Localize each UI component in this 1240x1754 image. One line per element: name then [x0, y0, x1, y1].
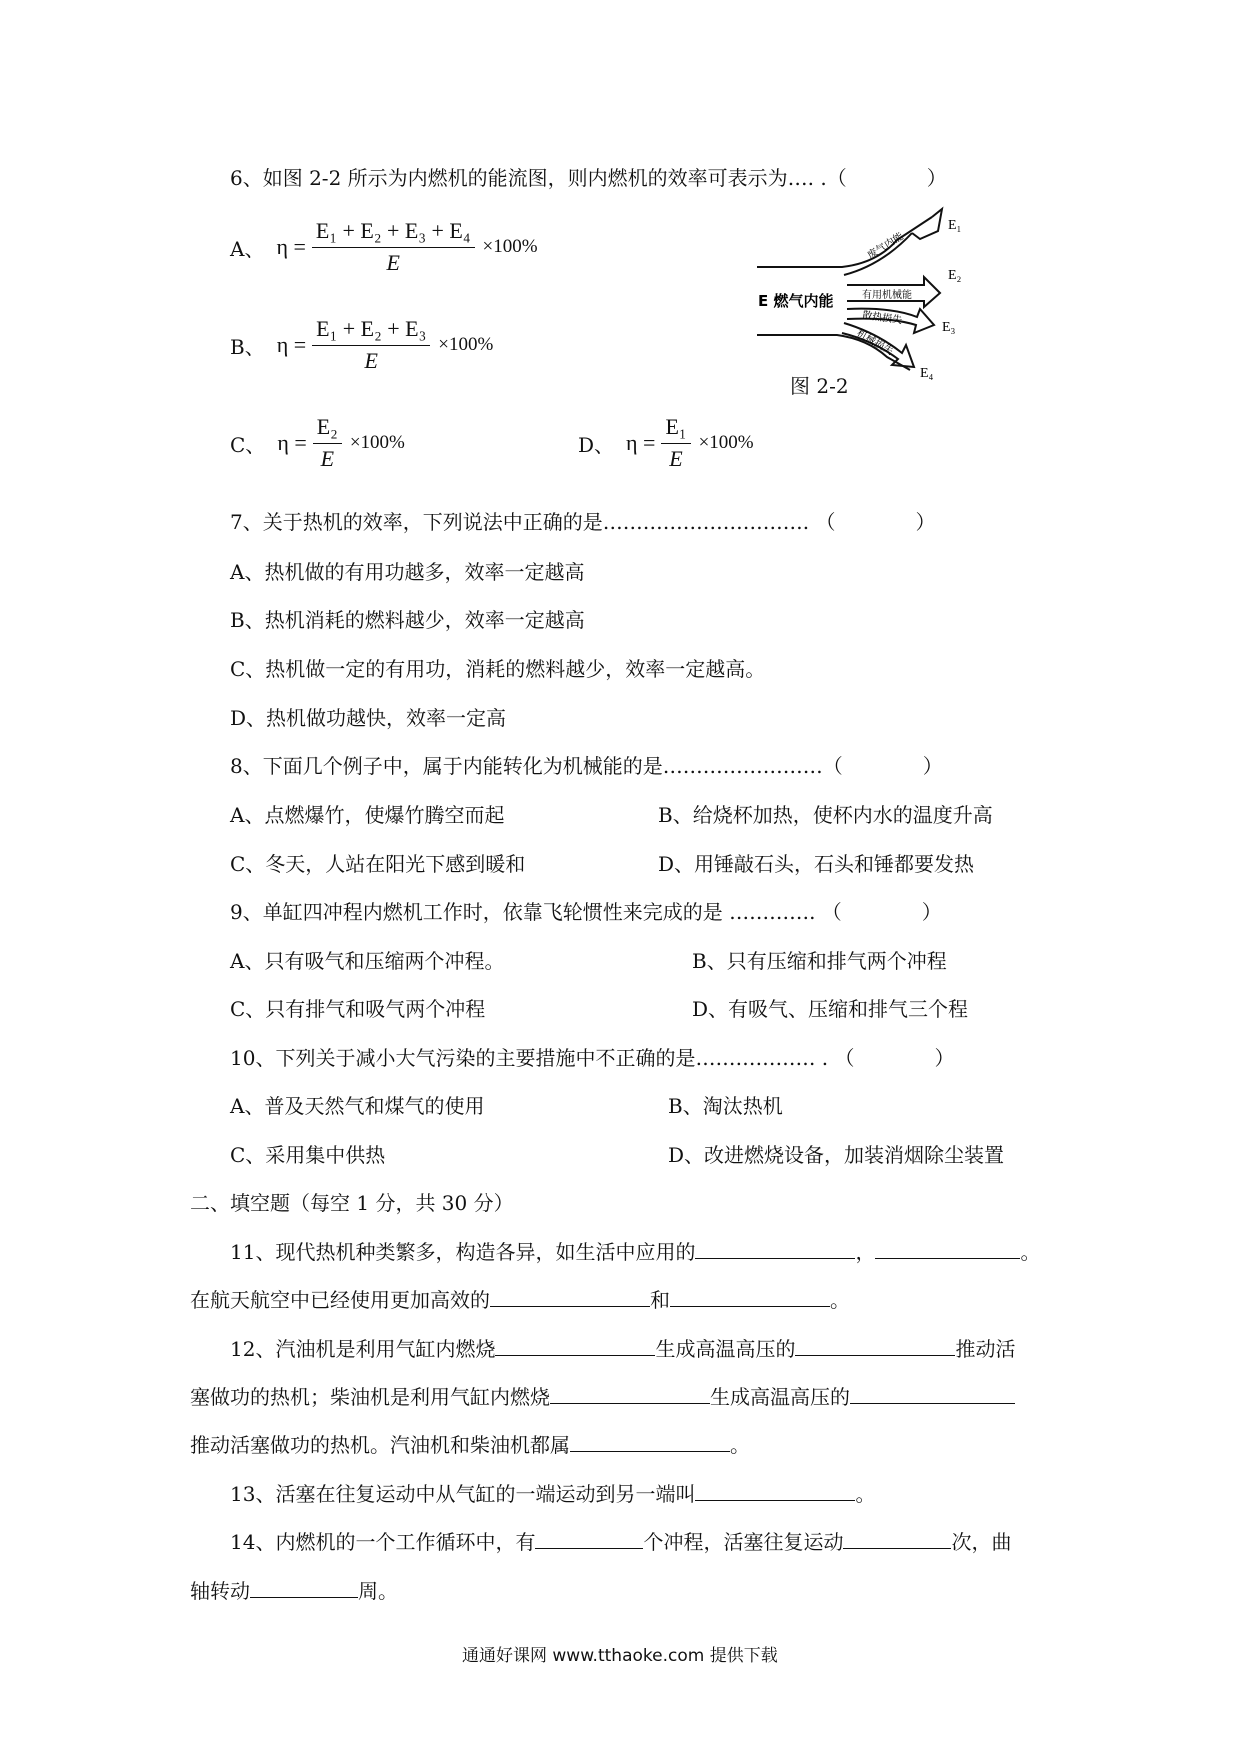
answer-blank[interactable]	[875, 1240, 1020, 1259]
answer-blank[interactable]	[850, 1385, 1015, 1404]
arrow-label-e1: 废气内能	[865, 231, 906, 262]
fraction	[312, 316, 430, 374]
q12-text: 生成高温高压的	[655, 1337, 796, 1361]
option-label: B、	[230, 334, 265, 359]
q11-line1	[230, 1236, 1040, 1265]
answer-blank[interactable]	[535, 1530, 643, 1549]
q9-option-d: D、有吸气、压缩和排气三个程	[692, 997, 969, 1021]
q9-option-c: C、只有排气和吸气两个冲程	[230, 997, 486, 1021]
output-e4: E₄	[920, 366, 934, 381]
answer-blank[interactable]	[695, 1482, 855, 1501]
q10-option-a: A、普及天然气和煤气的使用	[230, 1094, 485, 1118]
q13-end: 。	[855, 1482, 876, 1506]
output-e3: E₃	[942, 320, 956, 335]
eta-symbol: η =	[276, 234, 306, 259]
q14-line1	[230, 1526, 1011, 1555]
eta-symbol: η =	[277, 430, 307, 455]
eta-symbol: η =	[626, 430, 656, 455]
denominator: E	[320, 446, 335, 471]
arrow-label-e2: 有用机械能	[862, 290, 912, 301]
figure-caption: 图 2-2	[790, 374, 849, 398]
arrow-label-e3: 散热损失	[861, 310, 903, 327]
answer-blank[interactable]	[550, 1385, 710, 1404]
q11-and: 和	[650, 1288, 670, 1312]
q8-stem: 8、下面几个例子中，属于内能转化为机械能的是……………………（ ）	[230, 754, 943, 778]
section-title: 二、填空题（每空 1 分，共 30 分）	[190, 1191, 514, 1215]
q12-text: 推动活	[955, 1337, 1016, 1361]
answer-blank[interactable]	[795, 1337, 955, 1356]
option-label: C、	[230, 432, 266, 457]
q14-text: 个冲程，活塞往复运动	[643, 1530, 844, 1554]
option-label: A、	[230, 236, 265, 261]
q9-option-a: A、只有吸气和压缩两个冲程。	[230, 949, 505, 973]
percent: ×100%	[438, 334, 494, 355]
q11-text: 在航天航空中已经使用更加高效的	[190, 1288, 490, 1312]
q12-text: 生成高温高压的	[710, 1385, 850, 1409]
q12-text: 塞做功的热机；柴油机是利用气缸内燃烧	[190, 1385, 550, 1409]
q12-line1	[230, 1333, 1015, 1362]
fraction	[313, 414, 342, 472]
q11-text: 11、现代热机种类繁多，构造各异，如生活中应用的	[230, 1240, 696, 1264]
q7-option-b: B、热机消耗的燃料越少，效率一定越高	[230, 608, 585, 632]
answer-blank[interactable]	[570, 1433, 730, 1452]
denominator: E	[364, 348, 378, 373]
q8-option-b: B、给烧杯加热，使杯内水的温度升高	[658, 803, 993, 827]
q11-end: 。	[1020, 1240, 1041, 1264]
answer-blank[interactable]	[695, 1240, 855, 1259]
q11-end: 。	[830, 1288, 850, 1312]
percent: ×100%	[349, 432, 405, 453]
q14-line2	[190, 1575, 398, 1604]
answer-blank[interactable]	[843, 1530, 951, 1549]
percent: ×100%	[698, 432, 754, 453]
percent: ×100%	[482, 236, 538, 257]
numerator: E₂	[313, 414, 342, 444]
fraction	[661, 414, 690, 472]
q13-text: 13、活塞在往复运动中从气缸的一端运动到另一端叫	[230, 1482, 696, 1506]
q12-end: 。	[730, 1433, 750, 1457]
answer-blank[interactable]	[250, 1579, 358, 1598]
energy-flow-diagram	[752, 205, 992, 385]
q6-option-a	[230, 218, 538, 276]
numerator: E₁ + E₂ + E₃ + E₄	[312, 218, 475, 248]
answer-blank[interactable]	[495, 1337, 655, 1356]
q6-stem: 6、如图 2-2 所示为内燃机的能流图，则内燃机的效率可表示为…. .（ ）	[230, 166, 947, 190]
answer-blank[interactable]	[490, 1288, 650, 1307]
q10-option-b: B、淘汰热机	[668, 1094, 783, 1118]
q9-option-b: B、只有压缩和排气两个冲程	[692, 949, 947, 973]
q11-line2	[190, 1284, 850, 1313]
q11-sep: ，	[855, 1240, 876, 1264]
q7-option-d: D、热机做功越快，效率一定高	[230, 706, 507, 730]
q7-option-c: C、热机做一定的有用功，消耗的燃料越少，效率一定越高。	[230, 657, 766, 681]
q12-text: 推动活塞做功的热机。汽油机和柴油机都属	[190, 1433, 570, 1457]
denominator: E	[669, 446, 683, 471]
q10-option-d: D、改进燃烧设备，加装消烟除尘装置	[668, 1143, 1005, 1167]
q12-text: 12、汽油机是利用气缸内燃烧	[230, 1337, 496, 1361]
q6-option-b	[230, 316, 493, 374]
q14-text: 14、内燃机的一个工作循环中，有	[230, 1530, 536, 1554]
arrow-label-e4: 机械损失	[854, 328, 895, 358]
numerator: E₁ + E₂ + E₃	[312, 316, 430, 346]
output-e2: E₂	[948, 268, 962, 283]
q8-option-d: D、用锤敲石头，石头和锤都要发热	[658, 852, 975, 876]
q7-stem: 7、关于热机的效率，下列说法中正确的是…………………………. （ ）	[230, 510, 936, 534]
q12-line3	[190, 1429, 750, 1458]
q14-text: 轴转动	[190, 1579, 250, 1603]
q12-line2	[190, 1381, 1015, 1410]
answer-blank[interactable]	[670, 1288, 830, 1307]
q10-option-c: C、采用集中供热	[230, 1143, 386, 1167]
q13-line	[230, 1478, 875, 1507]
q8-option-c: C、冬天，人站在阳光下感到暖和	[230, 852, 526, 876]
q6-option-d	[578, 414, 754, 472]
numerator: E₁	[661, 414, 690, 444]
q9-stem: 9、单缸四冲程内燃机工作时，依靠飞轮惯性来完成的是 …………. （ ）	[230, 900, 942, 924]
q7-option-a: A、热机做的有用功越多，效率一定越高	[230, 560, 585, 584]
flow-upper-edge	[757, 217, 932, 267]
arrow-e1-head	[912, 209, 942, 239]
page-footer: 通通好课网 www.tthaoke.com 提供下载	[462, 1646, 778, 1666]
fraction	[312, 218, 475, 276]
q8-option-a: A、点燃爆竹，使爆竹腾空而起	[230, 803, 505, 827]
diagram-source-label: E 燃气内能	[758, 292, 834, 310]
output-e1: E₁	[948, 218, 962, 233]
q14-end: 周。	[358, 1579, 398, 1603]
denominator: E	[386, 250, 400, 275]
q6-option-c	[230, 414, 405, 472]
eta-symbol: η =	[276, 332, 307, 357]
option-label: D、	[578, 432, 615, 457]
q14-text: 次，曲	[951, 1530, 1012, 1554]
q10-stem: 10、下列关于减小大气污染的主要措施中不正确的是……………… . （ ）	[230, 1046, 955, 1070]
